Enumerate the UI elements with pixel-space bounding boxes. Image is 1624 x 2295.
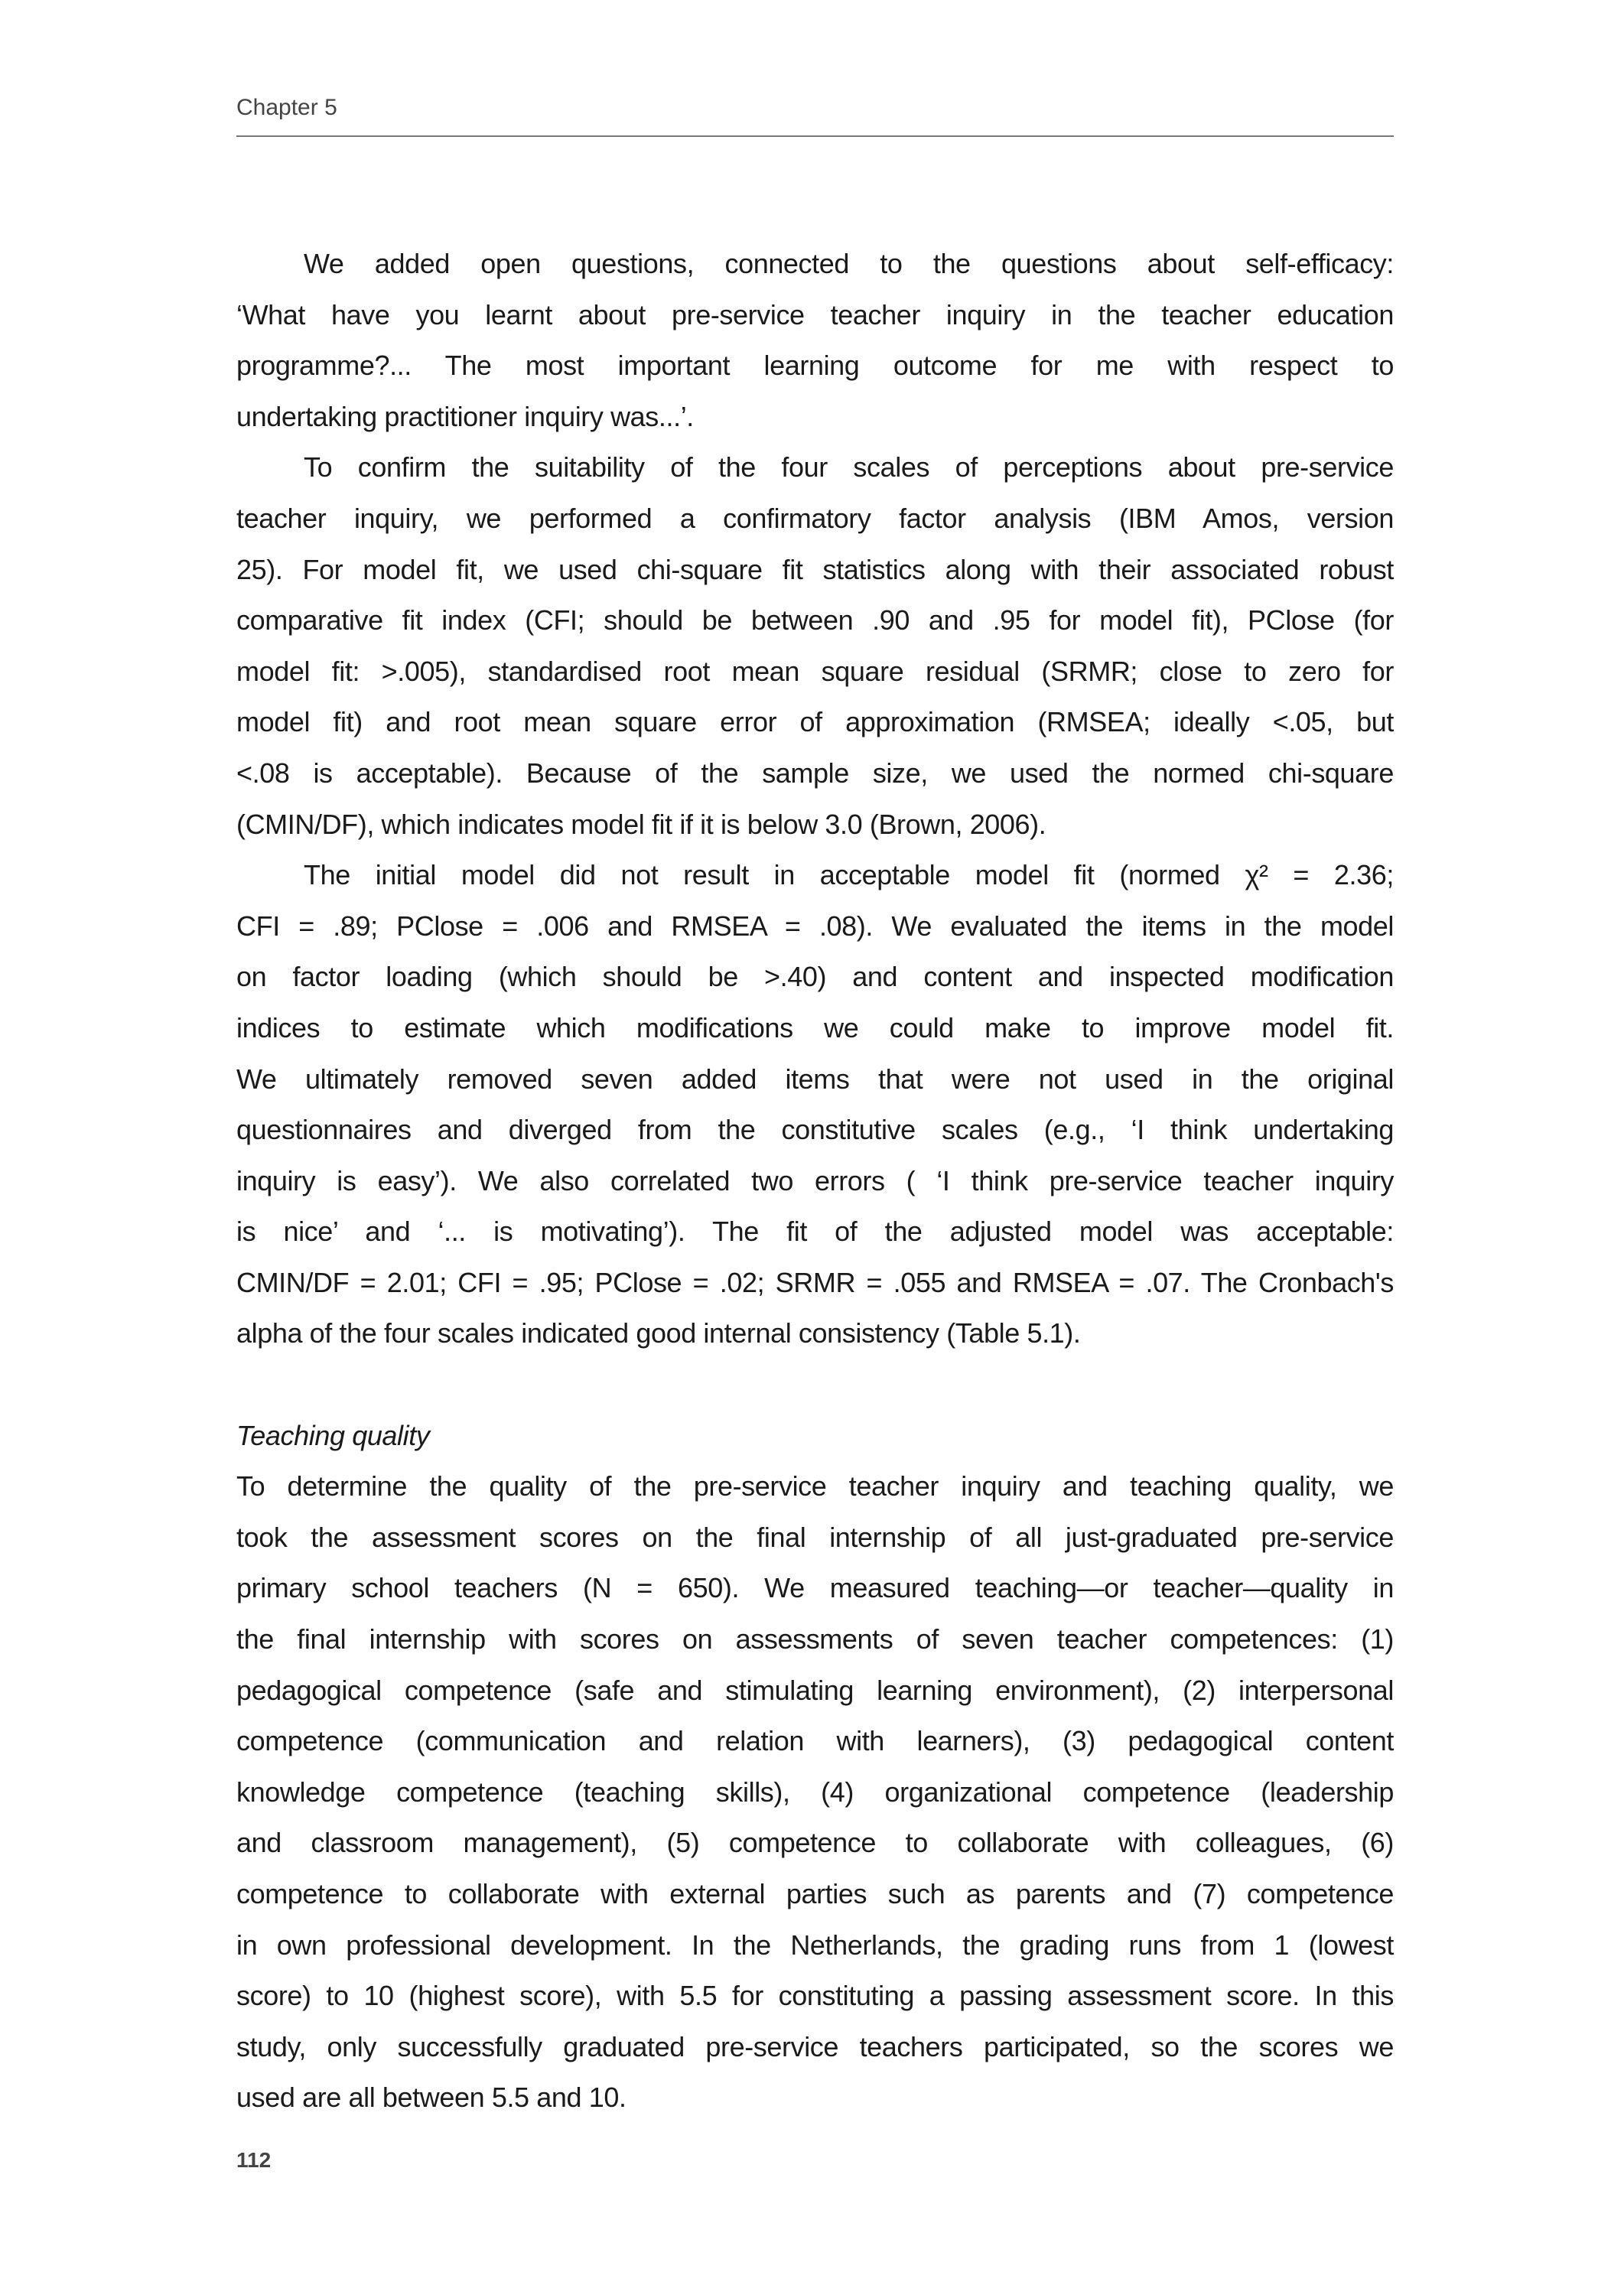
spacer <box>236 1359 1394 1411</box>
paragraph <box>236 442 1394 850</box>
text-line: knowledge competence (teaching skills), (4) organizational competence (leadership <box>236 1776 1394 1808</box>
text-line: ‘What have you learnt about pre-service teacher inquiry in the teacher education <box>236 298 1394 330</box>
text-line: To determine the quality of the pre-service teacher inquiry and teaching quality, we <box>236 1470 1394 1502</box>
text-line: We added open questions, connected to the questions about self-efficacy: <box>304 248 1394 279</box>
text-line: comparative fit index (CFI; should be between .90 and .95 for model fit), PClose (for <box>236 604 1394 636</box>
text-line: <.08 is acceptable). Because of the sample size, we used the normed chi-square <box>236 757 1394 789</box>
text-line: competence (communication and relation with learners), (3) pedagogical content <box>236 1725 1394 1757</box>
text-line: To confirm the suitability of the four scales of perceptions about pre-service <box>304 451 1394 483</box>
text-line: in own professional development. In the Netherlands, the grading runs from 1 (lowest <box>236 1929 1394 1961</box>
paragraph <box>236 239 1394 442</box>
text-line: model fit: >.005), standardised root mean square residual (SRMR; close to zero for <box>236 655 1394 687</box>
section-heading: Teaching quality <box>236 1419 430 1451</box>
text-line: the final internship with scores on assessments of seven teacher competences: (1) <box>236 1623 1394 1655</box>
text-line: primary school teachers (N = 650). We measured teaching—or teacher—quality in <box>236 1572 1394 1604</box>
text-line: programme?... The most important learning outcome for me with respect to <box>236 350 1394 382</box>
text-line: inquiry is easy’). We also correlated two errors ( ‘I think pre-service teacher inquiry <box>236 1164 1394 1196</box>
header-rule <box>236 135 1394 137</box>
text-line: alpha of the four scales indicated good internal consistency (Table 5.1). <box>236 1317 1081 1349</box>
text-line: competence to collaborate with external parties such as parents and (7) competence <box>236 1878 1394 1909</box>
text-line: CMIN/DF = 2.01; CFI = .95; PClose = .02; SRMR = .055 and RMSEA = .07. The Cronbach's <box>236 1266 1394 1298</box>
running-head: Chapter 5 <box>236 95 337 120</box>
page-number: 112 <box>236 2148 272 2172</box>
text-line: We ultimately removed seven added items that were not used in the original <box>236 1063 1394 1095</box>
text-line: (CMIN/DF), which indicates model fit if it is below 3.0 (Brown, 2006). <box>236 808 1046 840</box>
text-line: questionnaires and diverged from the constitutive scales (e.g., ‘I think undertaking <box>236 1114 1394 1146</box>
text-line: on factor loading (which should be >.40) and content and inspected modification <box>236 961 1394 993</box>
paragraph <box>236 850 1394 1359</box>
paragraph <box>236 1461 1394 2124</box>
text-line: The initial model did not result in acceptable model fit (normed χ² = 2.36; <box>304 859 1394 891</box>
text-line: score) to 10 (highest score), with 5.5 for constituting a passing assessment score. In this <box>236 1980 1394 2012</box>
text-line: took the assessment scores on the final internship of all just-graduated pre-service <box>236 1521 1394 1553</box>
text-line: used are all between 5.5 and 10. <box>236 2082 626 2114</box>
text-line: is nice’ and ‘... is motivating’). The fit of the adjusted model was acceptable: <box>236 1216 1394 1248</box>
text-line: 25). For model fit, we used chi-square fit statistics along with their associated robust <box>236 553 1394 585</box>
text-line: model fit) and root mean square error of approximation (RMSEA; ideally <.05, but <box>236 706 1394 738</box>
text-line: and classroom management), (5) competence to collaborate with colleagues, (6) <box>236 1827 1394 1859</box>
text-line: pedagogical competence (safe and stimulating learning environment), (2) interpersonal <box>236 1674 1394 1706</box>
text-line: indices to estimate which modifications we could make to improve model fit. <box>236 1011 1394 1043</box>
text-line: CFI = .89; PClose = .006 and RMSEA = .08). We evaluated the items in the model <box>236 910 1394 942</box>
body-text <box>236 239 1394 2124</box>
text-line: undertaking practitioner inquiry was...’. <box>236 400 694 432</box>
text-line: study, only successfully graduated pre-service teachers participated, so the scores we <box>236 2030 1394 2062</box>
text-line: teacher inquiry, we performed a confirmatory factor analysis (IBM Amos, version <box>236 502 1394 534</box>
